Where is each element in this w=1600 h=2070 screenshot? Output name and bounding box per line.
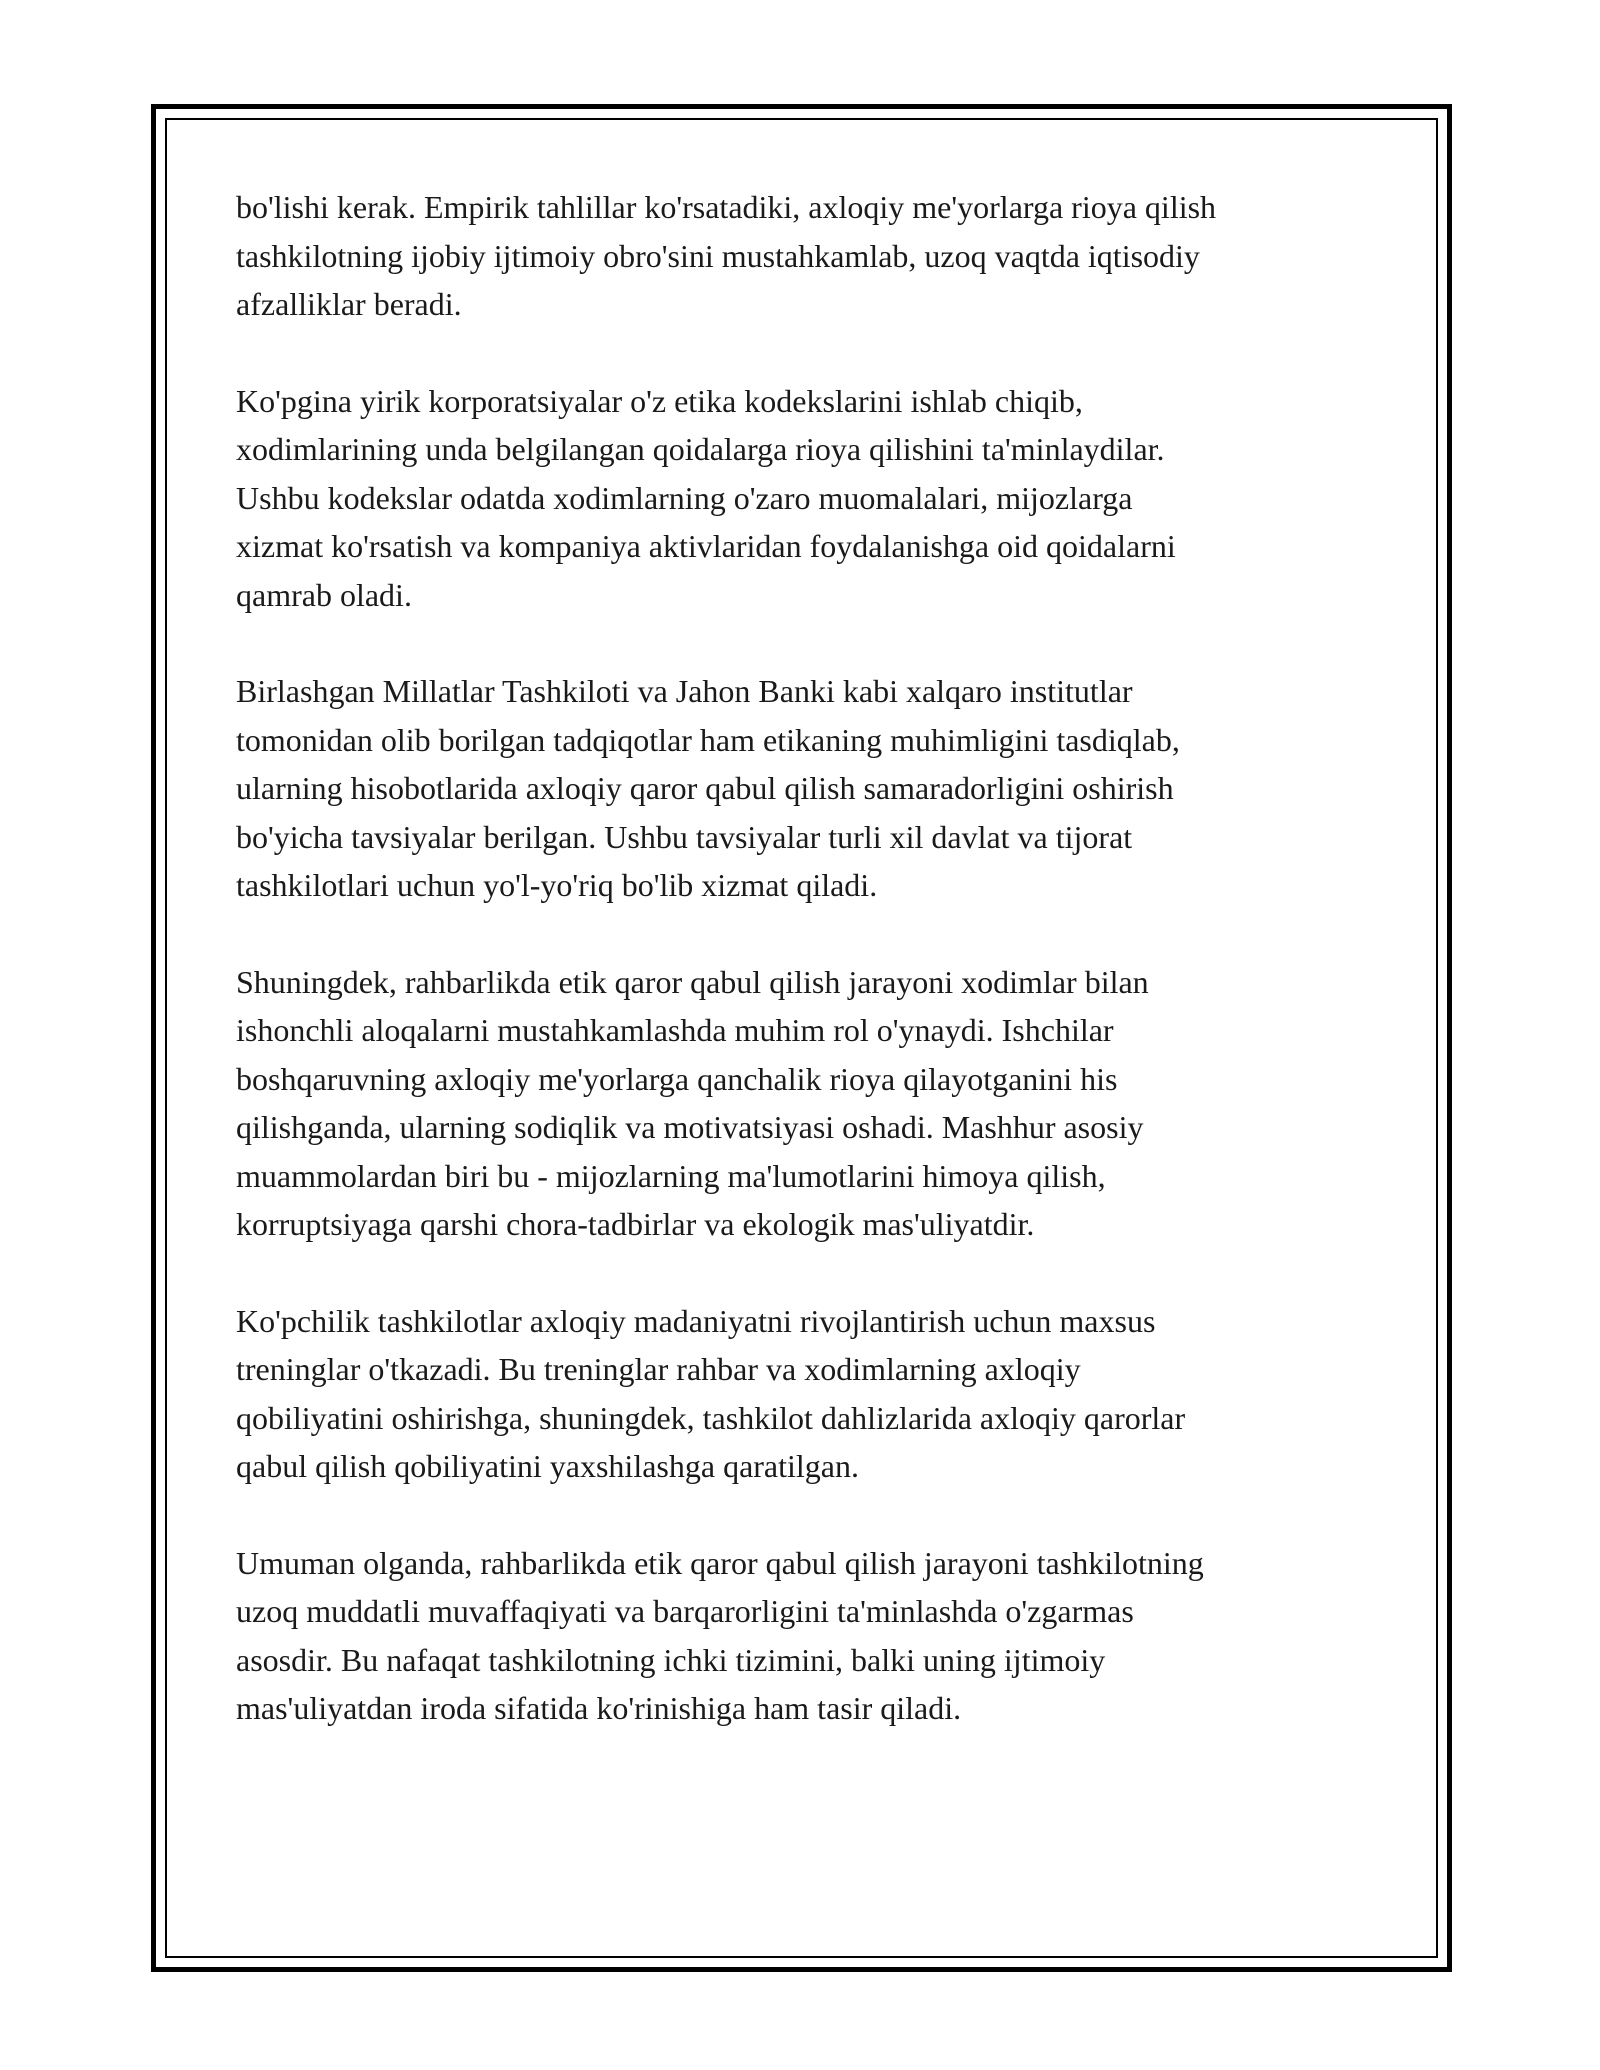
- text-line: tashkilotning ijobiy ijtimoiy obro'sini mustahkamlab, uzoq vaqtda iqtisodiy: [236, 237, 1200, 274]
- text-line: Shuningdek, rahbarlikda etik qaror qabul qilish jarayoni xodimlar bilan: [236, 963, 1149, 1000]
- text-line: ularning hisobotlarida axloqiy qaror qabul qilish samaradorligini oshirish: [236, 770, 1174, 806]
- text-line: tashkilotlari uchun yo'l-yo'riq bo'lib xizmat qiladi.: [236, 867, 878, 903]
- text-line: korruptsiyaga qarshi chora-tadbirlar va ekologik mas'uliyatdir.: [236, 1206, 1035, 1242]
- text-line: uzoq muddatli muvaffaqiyati va barqarorligini ta'minlashda o'zgarmas: [236, 1593, 1134, 1629]
- text-line: ishonchli aloqalarni mustahkamlashda muhim rol o'ynaydi. Ishchilar: [236, 1012, 1114, 1048]
- paragraph-6: [236, 1539, 1376, 1733]
- text-line: Umuman olganda, rahbarlikda etik qaror qabul qilish jarayoni tashkilotning: [236, 1544, 1204, 1581]
- text-line: xodimlarining unda belgilangan qoidalarga rioya qilishini ta'minlaydilar.: [236, 431, 1165, 467]
- text-line: qilishganda, ularning sodiqlik va motivatsiyasi oshadi. Mashhur asosiy: [236, 1109, 1144, 1145]
- paragraph-3: [236, 667, 1376, 910]
- text-line: boshqaruvning axloqiy me'yorlarga qanchalik rioya qilayotganini his: [236, 1060, 1118, 1097]
- text-line: mas'uliyatdan iroda sifatida ko'rinishiga ham tasir qiladi.: [236, 1690, 962, 1726]
- text-line: qamrab oladi.: [236, 576, 412, 613]
- text-line: Ko'pchilik tashkilotlar axloqiy madaniyatni rivojlantirish uchun maxsus: [236, 1302, 1156, 1339]
- text-line: asosdir. Bu nafaqat tashkilotning ichki tizimini, balki uning ijtimoiy: [236, 1641, 1106, 1678]
- text-line: muammolardan biri bu - mijozlarning ma'lumotlarini himoya qilish,: [236, 1157, 1106, 1194]
- text-line: Birlashgan Millatlar Tashkiloti va Jahon Banki kabi xalqaro institutlar: [236, 673, 1133, 709]
- document-body: [236, 183, 1376, 1781]
- text-line: bo'yicha tavsiyalar berilgan. Ushbu tavsiyalar turli xil davlat va tijorat: [236, 818, 1133, 855]
- text-line: afzalliklar beradi.: [236, 286, 462, 322]
- text-line: bo'lishi kerak. Empirik tahlillar ko'rsatadiki, axloqiy me'yorlarga rioya qilish: [236, 189, 1217, 225]
- text-line: Ushbu kodekslar odatda xodimlarning o'zaro muomalalari, mijozlarga: [236, 479, 1133, 516]
- paragraph-4: [236, 958, 1376, 1249]
- text-line: treninglar o'tkazadi. Bu treninglar rahbar va xodimlarning axloqiy: [236, 1351, 1081, 1387]
- paragraph-2: [236, 377, 1376, 620]
- paragraph-5: [236, 1297, 1376, 1491]
- paragraph-1: [236, 183, 1376, 329]
- text-line: qabul qilish qobiliyatini yaxshilashga qaratilgan.: [236, 1448, 859, 1484]
- text-line: Ko'pgina yirik korporatsiyalar o'z etika kodekslarini ishlab chiqib,: [236, 382, 1083, 419]
- text-line: tomonidan olib borilgan tadqiqotlar ham etikaning muhimligini tasdiqlab,: [236, 721, 1180, 758]
- text-line: qobiliyatini oshirishga, shuningdek, tashkilot dahlizlarida axloqiy qarorlar: [236, 1399, 1186, 1436]
- text-line: xizmat ko'rsatish va kompaniya aktivlaridan foydalanishga oid qoidalarni: [236, 528, 1176, 564]
